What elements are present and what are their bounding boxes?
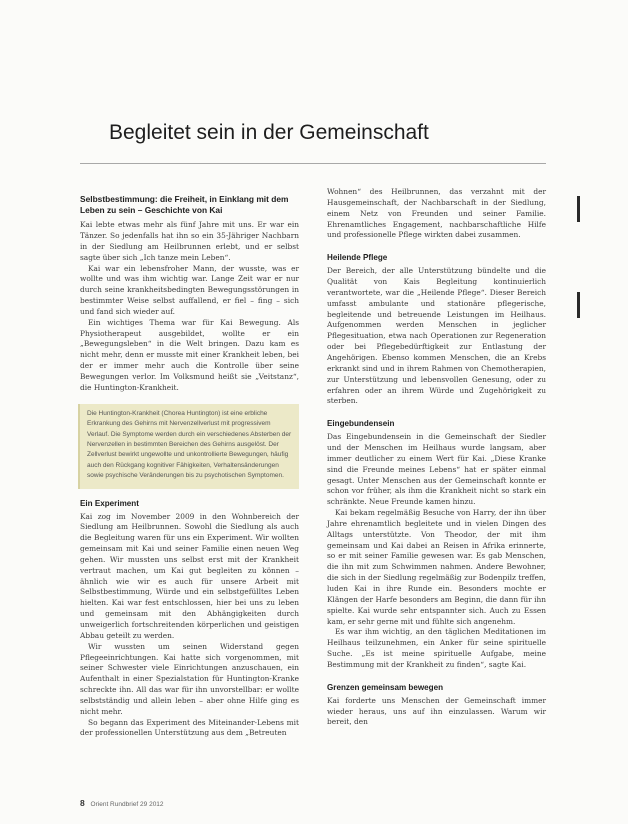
body-paragraph: Der Bereich, der alle Unterstützung bündelte und die Qualität von Kais Begleitung kontinuierlich verantwortete, war die „Heilende Pflege“. Dieser Bereich umfasst ambulante und stationäre pflegerische, begleitende und betreuende Leistungen im Heilhaus. Aufgenommen werden Menschen in jeglicher Pflegesituation, etwa nach Operationen zur Regeneration oder bei Pflegebedürftigkeit zur Entlastung der Angehörigen. Ebenso kommen Menschen, die an Krebs erkrankt sind und in ihrem Rahmen von Chemotherapien, zur Unterstützung und lebensvollen Genesung, oder zu erfahren oder an ihrem Würde und Zugehörigkeit zu sterben.	[327, 266, 546, 406]
title-divider	[80, 163, 546, 164]
body-paragraph: Es war ihm wichtig, an den täglichen Meditationen im Heilhaus teilzunehmen, ein Anker für seine spirituelle Suche. „Es ist meine spirituelle Aufgabe, meine Bestimmung mit der Krankheit zu finden“, sagte Kai.	[327, 627, 546, 669]
article-title: Begleitet sein in der Gemeinschaft	[109, 121, 429, 144]
section-heading-experiment: Ein Experiment	[80, 498, 139, 508]
body-paragraph: Kai zog im November 2009 in den Wohnbereich der Siedlung am Heilbrunnen. Sowohl die Siedlung als auch die Begleitung waren für uns ein Experiment. Wir wollten gemeinsam mit Kai und seiner Familie einen neuen Weg gehen. Wir mussten uns selbst erst mit der Krankheit vertraut machen, um Kai gut begleiten zu können – ähnlich wie wir es auch für unsere Arbeit mit Selbstbestimmung, Würde und ein selbstgefülltes Leben hielten. Kai war fest entschlossen, hier bei uns zu leben und gemeinsam mit den Abhängigkeiten durch unweigerlich fortschreitenden körperlichen und geistigen Abbau geteilt zu werden.	[80, 511, 299, 640]
section-heading-selbstbestimmung: Selbstbestimmung: die Freiheit, in Einklang mit dem Leben zu sein – Geschichte von Kai	[80, 194, 289, 215]
body-paragraph: Wohnen“ des Heilbrunnen, das verzahnt mit der Hausgemeinschaft, der Nachbarschaft in der Siedlung, einem Netz von Freunden und seiner Familie. Ehrenamtliches Engagement, nachbarschaftliche Hilfe und professionelle Pflege wirkten dabei zusammen.	[327, 187, 546, 240]
body-paragraph: So begann das Experiment des Miteinander-Lebens mit der professionellen Unterstützung aus dem „Betreuten	[80, 717, 299, 738]
huntington-info-box	[78, 404, 299, 489]
section-heading-heilende-pflege: Heilende Pflege	[327, 253, 388, 263]
right-column	[327, 187, 546, 728]
body-paragraph: Kai lebte etwas mehr als fünf Jahre mit uns. Er war ein Tänzer. So jedenfalls hat ihn so ein 35-Jähriger Nachbarn in der Siedlung am Heilbrunnen erlebt, und er selbst sagte über sich „Ich tanze mein Leben“.	[80, 220, 299, 262]
body-paragraph: Kai forderte uns Menschen der Gemeinschaft immer wieder heraus, uns auf ihn einzulassen. Warum wir bereit, den	[327, 695, 546, 727]
info-box-text: Die Huntington-Krankheit (Chorea Huntington) ist eine erbliche Erkrankung des Gehirns mit Nervenzellverlust mit progressivem Verlauf. Die Symptome werden durch ein verschiedenes Absterben der Nervenzellen in bestimmten Bereichen des Gehirns ausgelöst. Der Zellverlust bewirkt ungewollte und unkontrollierte Bewegungen, häufig auch den Rückgang kognitiver Fähigkeiten, Verhaltensänderungen sowie psychische Veränderungen bis zu psychotischen Symptomen.	[87, 409, 292, 480]
section-heading-grenzen: Grenzen gemeinsam bewegen	[327, 682, 444, 692]
page-number: 8	[80, 798, 85, 808]
section-heading-eingebundensein: Eingebundensein	[327, 419, 395, 429]
body-paragraph: Kai war ein lebensfroher Mann, der wusste, was er wollte und was ihm wichtig war. Lange Zeit war er nur durch seine krankheitsbedingten Bewegungsstörungen in bestimmter Weise selbst auffallend, er fiel – fing – sich und fand sich wieder auf.	[80, 263, 299, 316]
body-paragraph: Kai bekam regelmäßig Besuche von Harry, der ihn über Jahre ehrenamtlich begleitete und in vielen Dingen des Alltags unterstützte. Von Theodor, der mit ihm gemeinsam und Kai dabei an Reisen in Afrika erinnerte, so er mit seiner Familie gewesen war. Es gab Menschen, die ihn mit zum Schwimmen nahmen. Andere Bewohner, die sich in der Siedlung regelmäßig zur Bodenpilz treffen, luden Kai in ihre Runde ein. Besonders mochte er Klängen der Harfe besonders am Beginn, die dann für ihn spielte. Kai wurde sehr entspannter sich. Auch zu Essen kam, er sehr gerne mit und fühlte sich angenehm.	[327, 508, 546, 626]
page-edge-mark	[577, 196, 580, 222]
body-paragraph: Wir wussten um seinen Widerstand gegen Pflegeeinrichtungen. Kai hatte sich vorgenommen, mit seiner Schwester viele Einrichtungen anzuschauen, ein Aufenthalt in einer Spezialstation für Huntington-Kranke schreckte ihn. All das war für ihn unvorstellbar: er wollte selbstständig und allein leben – aber ohne Hilfe ging es nicht mehr.	[80, 641, 299, 716]
body-paragraph: Ein wichtiges Thema war für Kai Bewegung. Als Physiotherapeut ausgebildet, wollte er ein „Bewegungsleben“ in die Welt bringen. Dazu kam es nicht mehr, denn er musste mit einer Krankheit leben, bei der er immer mehr auch die Kontrolle über seine Bewegungen verlor. Im Volksmund heißt sie „Veitstanz“, die Huntington-Krankheit.	[80, 317, 299, 392]
page-footer	[80, 798, 164, 808]
body-paragraph: Das Eingebundensein in die Gemeinschaft der Siedler und der Menschen im Heilhaus wurde langsam, aber immer deutlicher zu einem Wert für Kai. „Diese Kranke sind die Freunde meines Lebens“ hat er später einmal gesagt. Unter Menschen aus der Gemeinschaft konnte er schon vor früher, als ihm die Krankheit nicht so stark ein schränkte. Neue Freunde kamen hinzu.	[327, 432, 546, 507]
publication-name: Orient Rundbrief 29 2012	[90, 801, 164, 808]
left-column	[80, 194, 299, 739]
page-edge-mark	[577, 292, 580, 318]
